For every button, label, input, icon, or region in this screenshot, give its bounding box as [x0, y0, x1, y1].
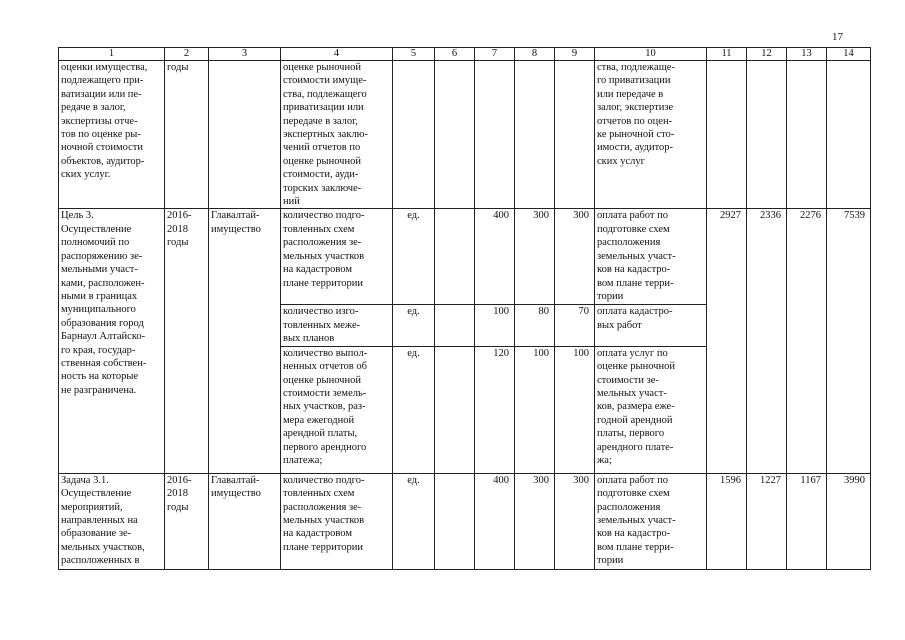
goal3-indicator-3: количество выпол- ненных отчетов об оценке рыночной стоимости земель- ных участков, раз- мера ежегодной арендной платы, первого арендного платежа; — [281, 346, 393, 473]
goal3-value-2018-1: 300 — [555, 209, 595, 305]
goal3-unit-3: ед. — [393, 346, 435, 473]
goal3-period: 2016- 2018 годы — [165, 209, 209, 473]
empty-cell — [435, 209, 475, 305]
empty-cell — [435, 346, 475, 473]
task31-value-2016: 400 — [475, 473, 515, 569]
empty-cell — [475, 61, 515, 209]
goal3-value-2016-2: 100 — [475, 305, 515, 346]
row-cont-funding-purpose: ства, подлежаще- го приватизации или передаче в залог, экспертизе отчетов по оцен- ке рыночной сто- имости, аудитор- ских услуг — [595, 61, 707, 209]
goal3-unit-1: ед. — [393, 209, 435, 305]
header-cell: 4 — [281, 48, 393, 61]
task31-text: Задача 3.1. Осуществление мероприятий, направленных на образование зе- мельных участков, расположенных в — [59, 473, 165, 569]
header-cell: 14 — [827, 48, 871, 61]
goal3-value-2016-3: 120 — [475, 346, 515, 473]
goal3-funding-purpose-2: оплата кадастро- вых работ — [595, 305, 707, 346]
header-cell: 1 — [59, 48, 165, 61]
task31-total-2016: 1596 — [707, 473, 747, 569]
empty-cell — [827, 61, 871, 209]
goal3-value-2017-2: 80 — [515, 305, 555, 346]
header-cell: 10 — [595, 48, 707, 61]
task31-total-2018: 1167 — [787, 473, 827, 569]
header-cell: 7 — [475, 48, 515, 61]
header-cell: 6 — [435, 48, 475, 61]
row-cont-indicator: оценке рыночной стоимости имуще- ства, подлежащего приватизации или передаче в залог, экспертных заклю- чений отчетов по оценке рыночной стоимости, ауди- торских заключе- ний — [281, 61, 393, 209]
goal3-indicator-1: количество подго- товленных схем расположения зе- мельных участков на кадастровом плане территории — [281, 209, 393, 305]
goal3-value-2017-3: 100 — [515, 346, 555, 473]
task31-total-sum: 3990 — [827, 473, 871, 569]
task31-value-2017: 300 — [515, 473, 555, 569]
task31-value-2018: 300 — [555, 473, 595, 569]
table-row — [59, 61, 871, 209]
table-row — [59, 209, 871, 305]
task31-funding-purpose: оплата работ по подготовке схем расположения земельных участ- ков на кадастро- вом плане терри- тории — [595, 473, 707, 569]
empty-cell — [707, 61, 747, 209]
empty-cell — [435, 305, 475, 346]
goal3-text: Цель 3. Осуществление полномочий по распоряжению зе- мельными участ- ками, расположен- ными в границах муниципального образования город Барнаул Алтайско- го края, государ- ственная собствен- ность на которые не разграничена. — [59, 209, 165, 473]
task31-unit: ед. — [393, 473, 435, 569]
header-cell: 3 — [209, 48, 281, 61]
task31-total-2017: 1227 — [747, 473, 787, 569]
goal3-funding-purpose-1: оплата работ по подготовке схем расположения земельных участ- ков на кадастро- вом плане терри- тории — [595, 209, 707, 305]
header-cell: 11 — [707, 48, 747, 61]
goal3-total-sum: 7539 — [827, 209, 871, 473]
task31-executor: Главалтай- имущество — [209, 473, 281, 569]
header-cell: 8 — [515, 48, 555, 61]
page-number: 17 — [832, 31, 843, 43]
goal3-value-2017-1: 300 — [515, 209, 555, 305]
goal3-total-2017: 2336 — [747, 209, 787, 473]
empty-cell — [393, 61, 435, 209]
row-cont-period: годы — [165, 61, 209, 209]
goal3-value-2018-3: 100 — [555, 346, 595, 473]
empty-cell — [747, 61, 787, 209]
empty-cell — [787, 61, 827, 209]
header-cell: 12 — [747, 48, 787, 61]
empty-cell — [209, 61, 281, 209]
task31-indicator: количество подго- товленных схем расположения зе- мельных участков на кадастровом плане территории — [281, 473, 393, 569]
goal3-total-2018: 2276 — [787, 209, 827, 473]
empty-cell — [435, 61, 475, 209]
empty-cell — [515, 61, 555, 209]
header-cell: 13 — [787, 48, 827, 61]
row-cont-goal-text: оценки имущества, подлежащего при- ватизации или пе- редаче в залог, экспертизы отче- тов по оценке ры- ночной стоимости объектов, аудитор- ских услуг. — [59, 61, 165, 209]
empty-cell — [555, 61, 595, 209]
goal3-funding-purpose-3: оплата услуг по оценке рыночной стоимости зе- мельных участ- ков, размера еже- годной арендной платы, первого арендного плате- жа; — [595, 346, 707, 473]
header-cell: 5 — [393, 48, 435, 61]
header-cell: 2 — [165, 48, 209, 61]
task31-period: 2016- 2018 годы — [165, 473, 209, 569]
header-cell: 9 — [555, 48, 595, 61]
empty-cell — [435, 473, 475, 569]
goal3-total-2016: 2927 — [707, 209, 747, 473]
table-row — [59, 473, 871, 569]
goal3-unit-2: ед. — [393, 305, 435, 346]
goal3-executor: Главалтай- имущество — [209, 209, 281, 473]
goal3-indicator-2: количество изго- товленных меже- вых планов — [281, 305, 393, 346]
goal3-value-2018-2: 70 — [555, 305, 595, 346]
header-row — [59, 48, 871, 61]
goal3-value-2016-1: 400 — [475, 209, 515, 305]
program-table — [58, 47, 871, 570]
